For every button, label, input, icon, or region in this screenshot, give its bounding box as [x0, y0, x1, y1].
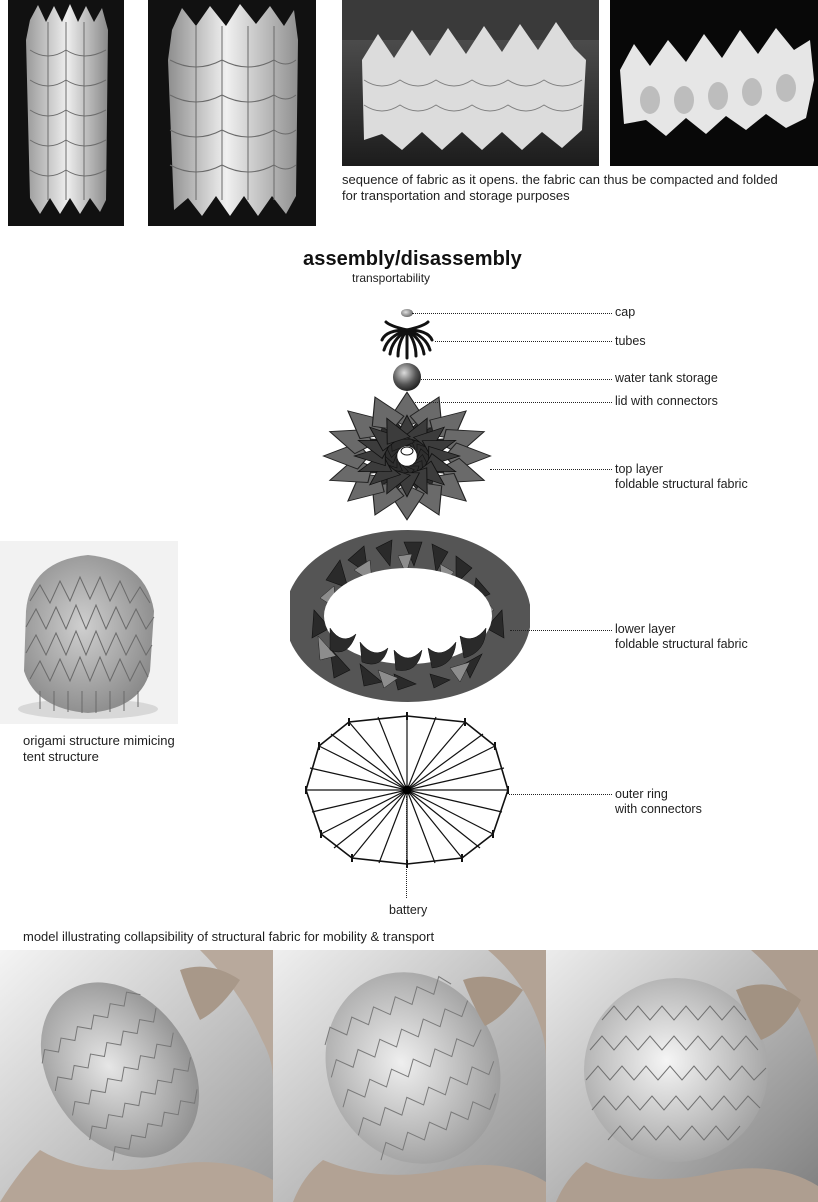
- lower-layer-part: [305, 540, 511, 690]
- lower-layer-label: [615, 622, 748, 652]
- exploded-assembly-drawing: [290, 298, 530, 898]
- cap-label: cap: [615, 305, 636, 319]
- fabric-caption-line-2: for transportation and storage purposes: [342, 188, 570, 203]
- water-tank-part: [393, 363, 421, 391]
- lower-layer-leader: [510, 630, 612, 631]
- top-layer-label-line-1: top layer: [615, 462, 663, 476]
- lower-layer-label-line-2: foldable structural fabric: [615, 637, 748, 651]
- top-layer-part: [323, 392, 491, 520]
- lid-label: lid with connectors: [615, 394, 718, 408]
- model-photo-3: [546, 950, 818, 1202]
- lid-leader: [413, 402, 612, 403]
- collapsibility-caption: model illustrating collapsibility of structural fabric for mobility & transport: [23, 929, 435, 944]
- tubes-label: tubes: [615, 334, 646, 348]
- model-photo-2: [273, 950, 546, 1202]
- cap-leader: [412, 313, 612, 314]
- fabric-caption-line-1: sequence of fabric as it opens. the fabric can thus be compacted and folded: [342, 172, 778, 187]
- fabric-photo-3: [342, 0, 599, 166]
- outer-ring-label: [615, 787, 702, 817]
- origami-caption-line-2: tent structure: [23, 749, 99, 764]
- origami-caption-line-1: origami structure mimicing: [23, 733, 175, 748]
- water-tank-label: water tank storage: [615, 371, 718, 385]
- fabric-photo-4: [610, 0, 818, 166]
- diagram-subtitle: transportability: [352, 271, 431, 285]
- model-photo-1: [0, 950, 273, 1202]
- top-layer-label-line-2: foldable structural fabric: [615, 477, 748, 491]
- origami-caption: [23, 733, 193, 765]
- outer-ring-label-line-1: outer ring: [615, 787, 668, 801]
- battery-part: [403, 786, 412, 795]
- battery-leader: [406, 796, 407, 898]
- outer-ring-leader: [509, 794, 612, 795]
- outer-ring-label-line-2: with connectors: [615, 802, 702, 816]
- battery-label: battery: [389, 903, 428, 917]
- top-layer-leader: [490, 469, 612, 470]
- fabric-sequence-caption: [342, 172, 802, 204]
- fabric-photo-1: [8, 0, 124, 226]
- fabric-photo-2: [148, 0, 316, 226]
- diagram-title: assembly/disassembly: [303, 248, 522, 270]
- top-layer-label: [615, 462, 748, 492]
- tubes-leader: [435, 341, 612, 342]
- lower-layer-label-line-1: lower layer: [615, 622, 676, 636]
- tubes-part: [382, 322, 432, 358]
- origami-photo: [0, 541, 178, 724]
- water-tank-leader: [421, 379, 612, 380]
